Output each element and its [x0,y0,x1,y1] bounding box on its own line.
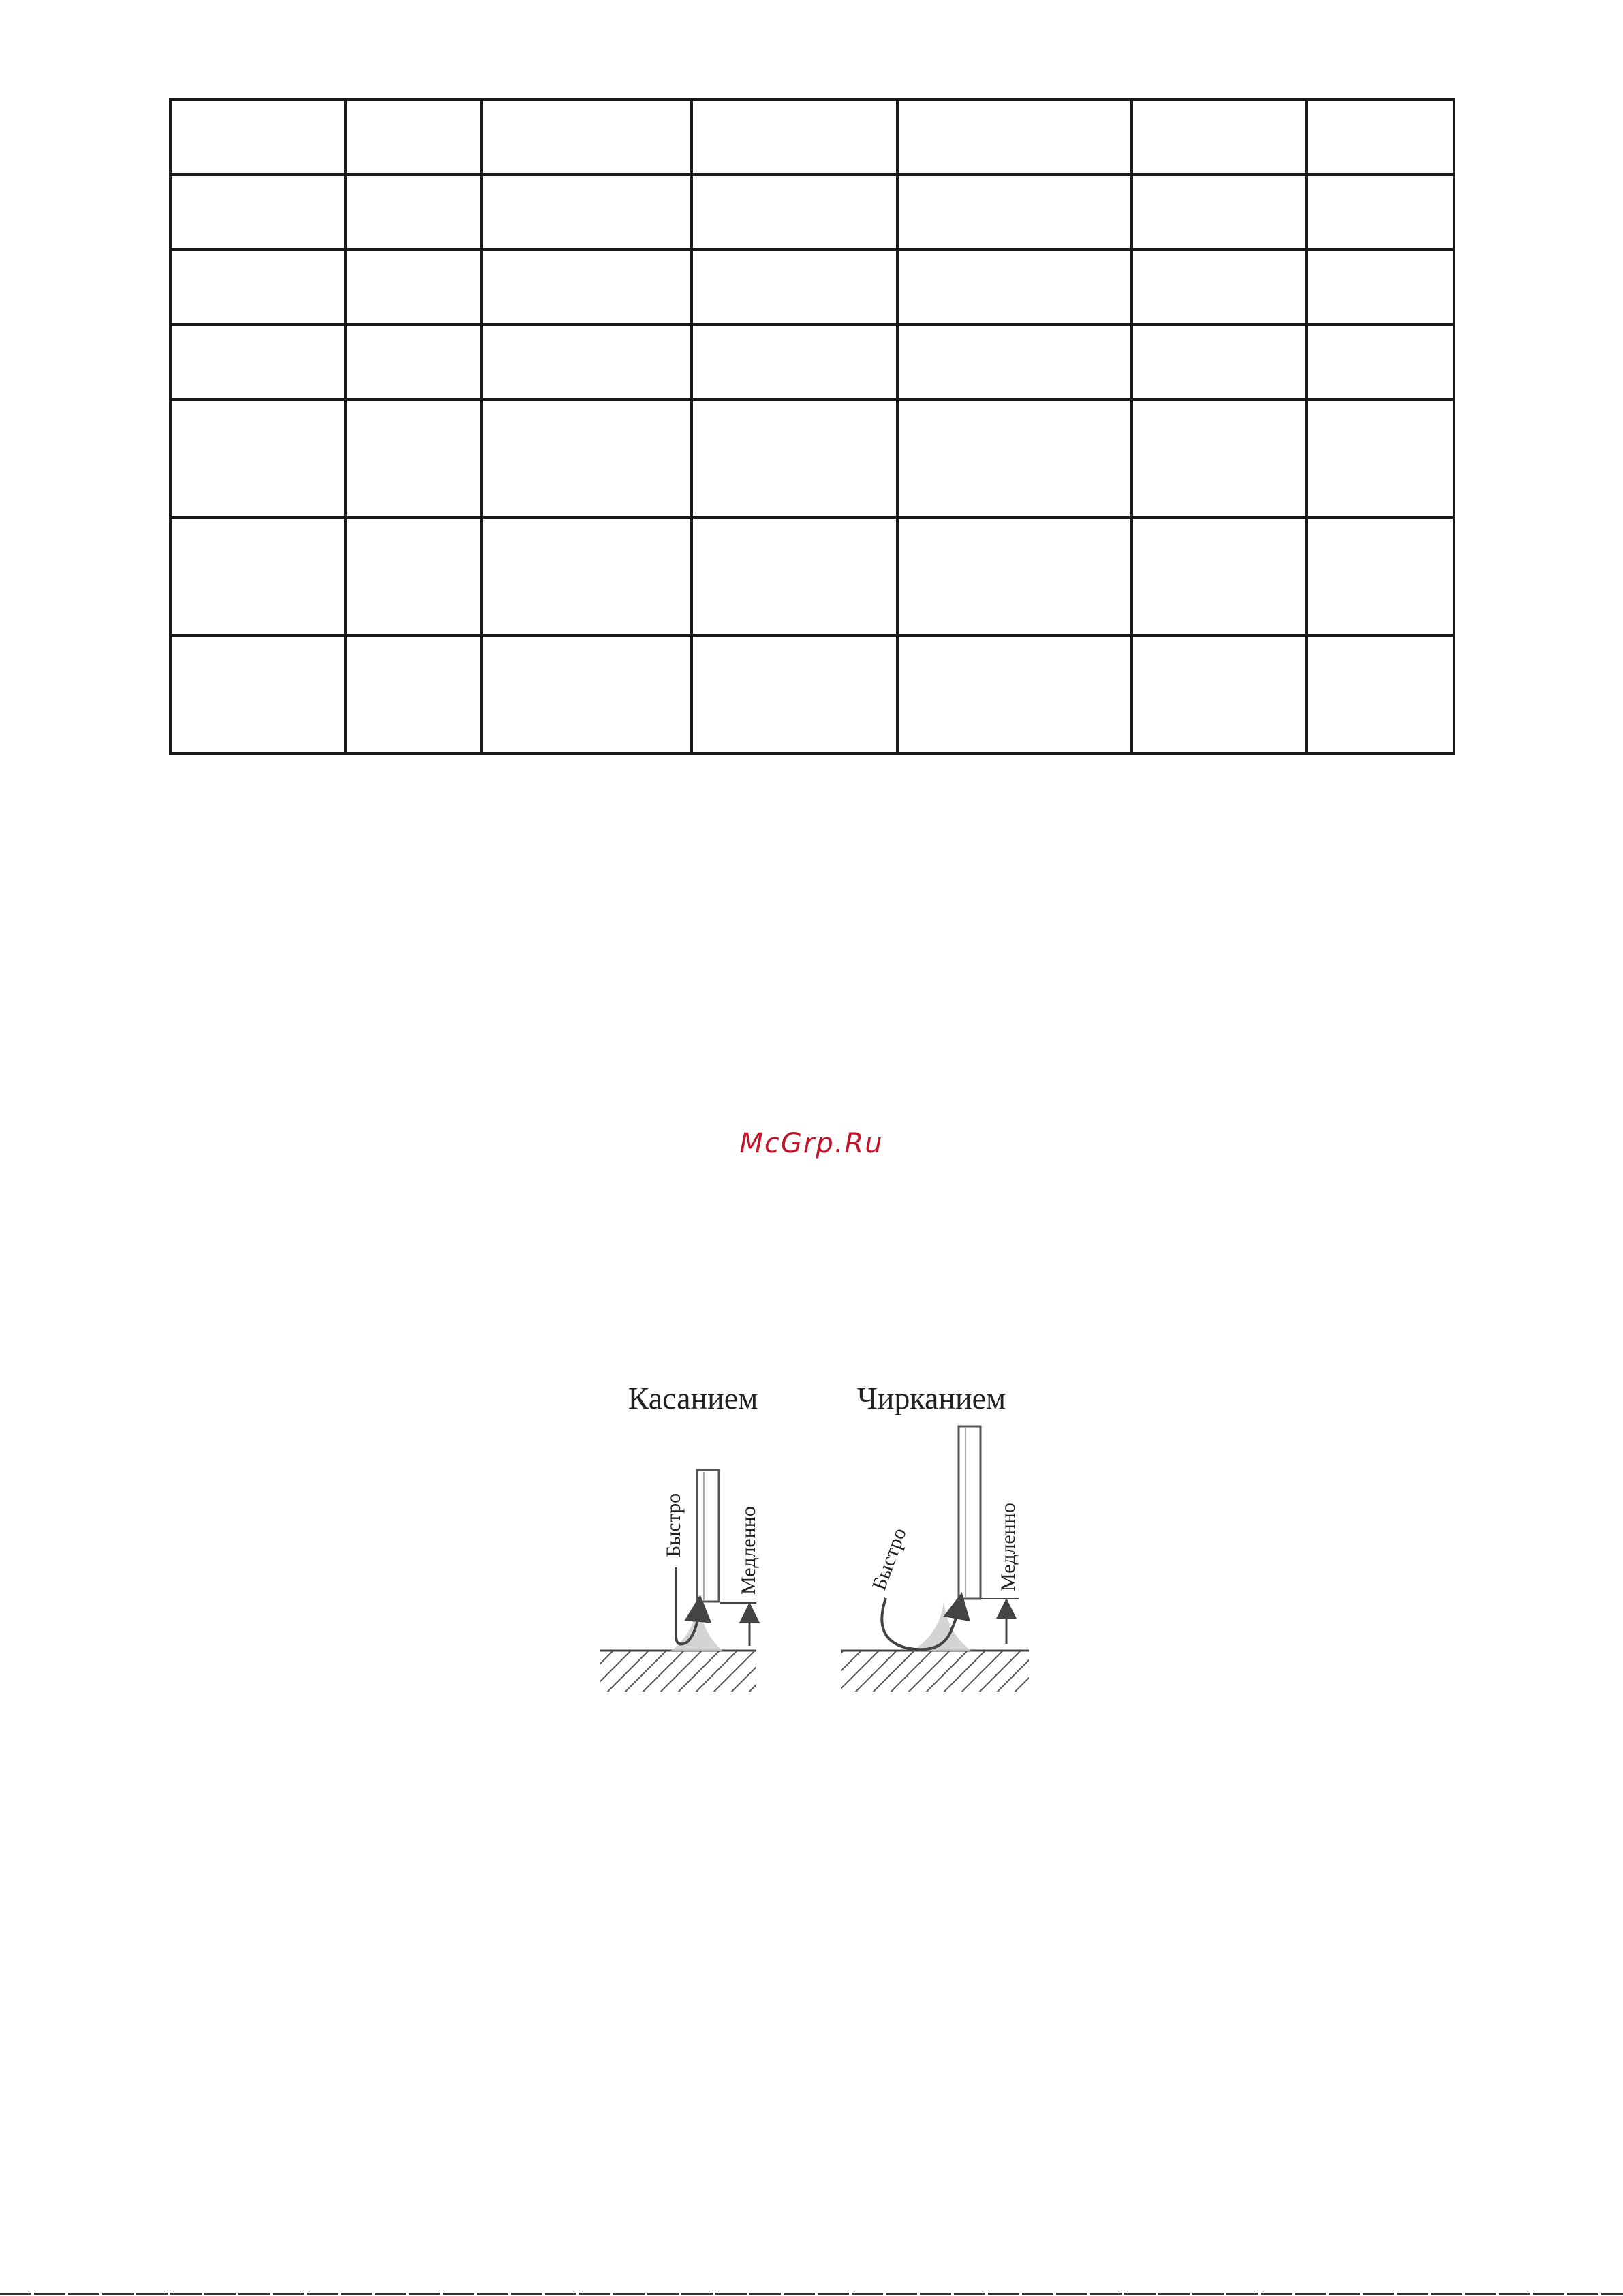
fast-label: Быстро [662,1493,685,1557]
table-row [170,324,1454,399]
slow-label: Медленно [997,1503,1019,1591]
empty-grid-table [169,98,1455,755]
touch-method-title: Касанием [628,1381,758,1415]
fast-label: Быстро [867,1525,911,1593]
electrode-icon [959,1426,980,1599]
scratch-method-panel [841,1381,1029,1692]
table-row [170,249,1454,324]
slow-label: Медленно [737,1506,760,1595]
workpiece-hatch [600,1651,756,1692]
electrode-icon [697,1470,719,1602]
table-row [170,100,1454,174]
table-row [170,635,1454,754]
table-row [170,399,1454,517]
watermark-text: McGrp.Ru [739,1128,884,1159]
workpiece-hatch [841,1651,1029,1692]
touch-method-panel [600,1381,760,1692]
arc-strike-figure [600,1363,1042,1704]
scratch-method-title: Чирканием [856,1381,1006,1415]
table-row [170,174,1454,249]
table-row [170,517,1454,635]
page-bottom-rule [0,2293,1623,2295]
